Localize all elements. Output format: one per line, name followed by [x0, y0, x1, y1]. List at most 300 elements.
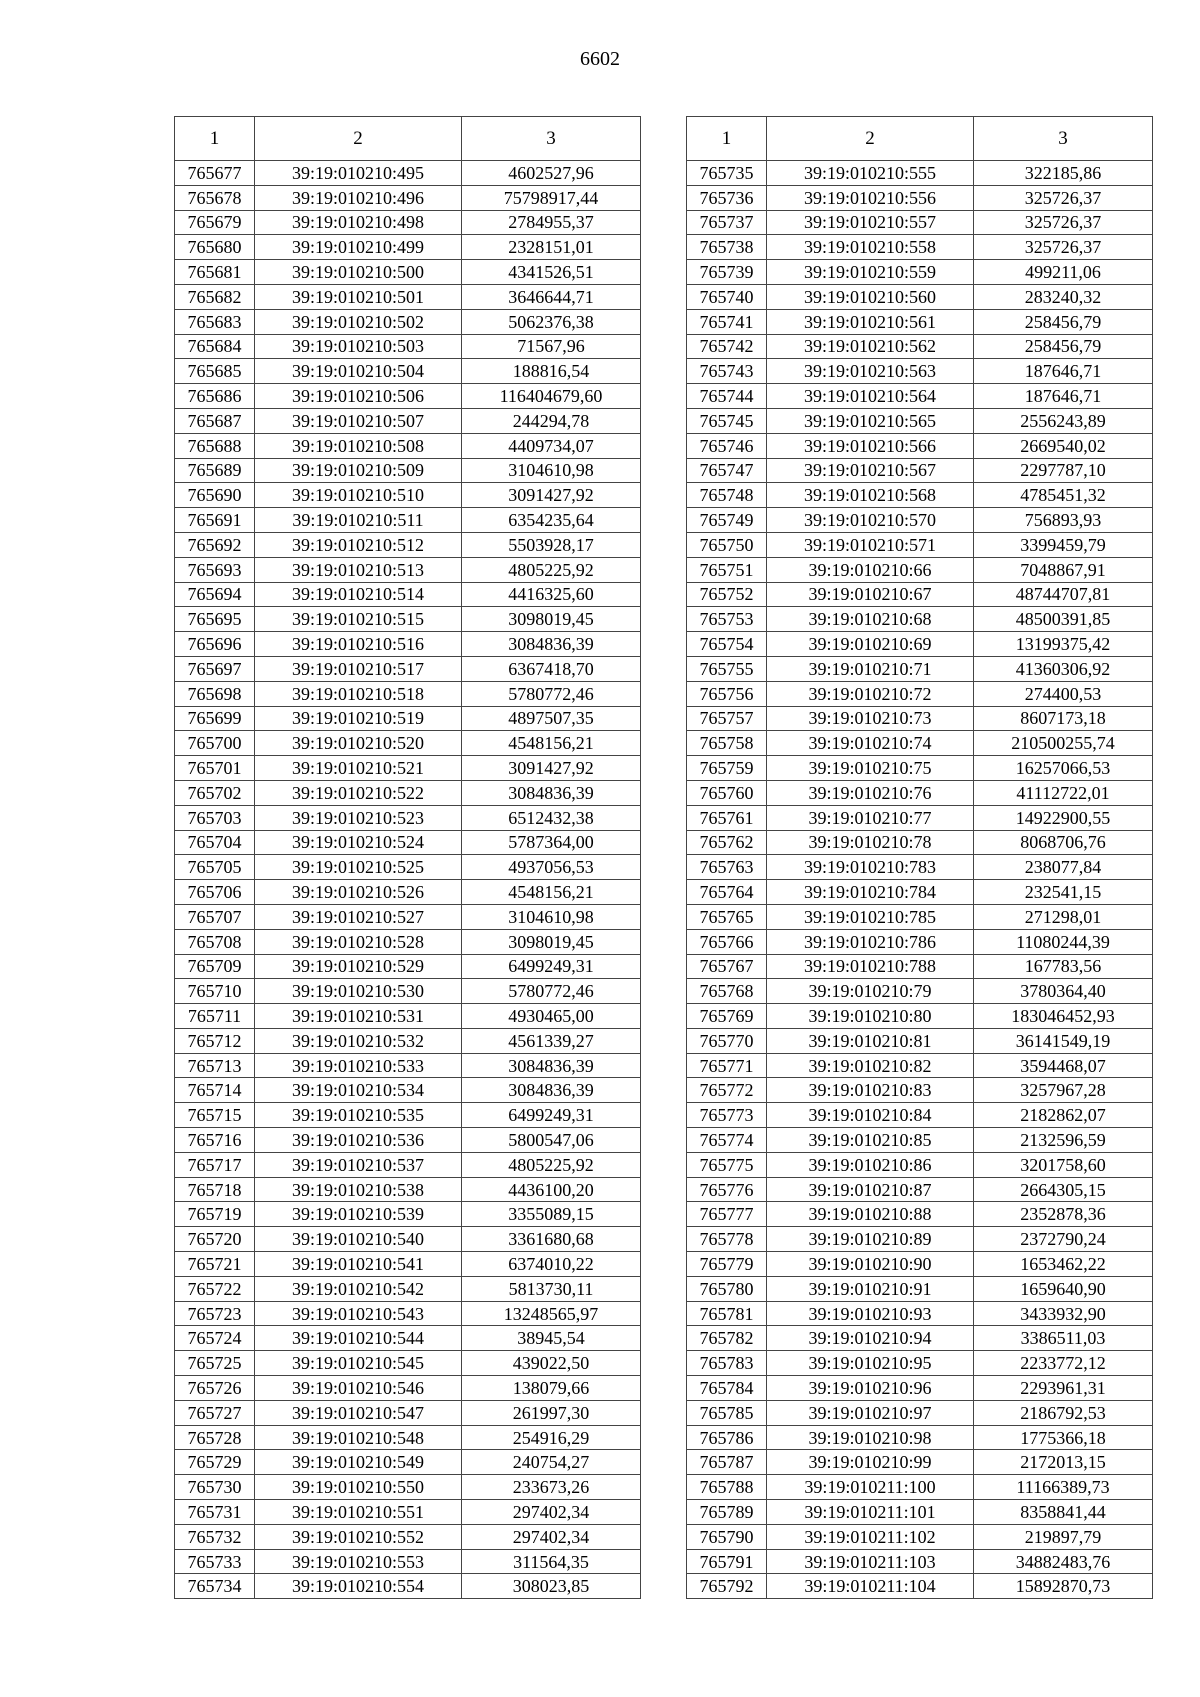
cell-value: 5503928,17	[462, 532, 641, 557]
cell-row-number: 765777	[687, 1202, 767, 1227]
cell-cadastral-number: 39:19:010210:96	[767, 1376, 974, 1401]
cell-value: 3084836,39	[462, 1078, 641, 1103]
cell-cadastral-number: 39:19:010210:522	[255, 780, 462, 805]
cell-row-number: 765772	[687, 1078, 767, 1103]
cell-cadastral-number: 39:19:010210:97	[767, 1400, 974, 1425]
table-row	[687, 1078, 1153, 1103]
cell-value: 13248565,97	[462, 1301, 641, 1326]
cell-row-number: 765782	[687, 1326, 767, 1351]
cell-value: 4341526,51	[462, 260, 641, 285]
cell-cadastral-number: 39:19:010210:74	[767, 731, 974, 756]
cell-cadastral-number: 39:19:010210:525	[255, 855, 462, 880]
cell-cadastral-number: 39:19:010210:543	[255, 1301, 462, 1326]
cell-cadastral-number: 39:19:010210:555	[767, 161, 974, 186]
cell-cadastral-number: 39:19:010210:546	[255, 1376, 462, 1401]
cell-cadastral-number: 39:19:010210:67	[767, 582, 974, 607]
table-row	[175, 309, 641, 334]
cell-row-number: 765763	[687, 855, 767, 880]
cell-value: 258456,79	[974, 309, 1153, 334]
cell-value: 4548156,21	[462, 880, 641, 905]
cell-cadastral-number: 39:19:010210:537	[255, 1152, 462, 1177]
cell-value: 3091427,92	[462, 483, 641, 508]
cell-value: 4436100,20	[462, 1177, 641, 1202]
table-row	[175, 1376, 641, 1401]
cell-cadastral-number: 39:19:010210:515	[255, 607, 462, 632]
cell-row-number: 765769	[687, 1004, 767, 1029]
cell-row-number: 765751	[687, 557, 767, 582]
cell-cadastral-number: 39:19:010210:507	[255, 408, 462, 433]
cell-value: 1653462,22	[974, 1252, 1153, 1277]
cell-row-number: 765717	[175, 1152, 255, 1177]
cell-cadastral-number: 39:19:010210:502	[255, 309, 462, 334]
cell-value: 3257967,28	[974, 1078, 1153, 1103]
table-row	[175, 1252, 641, 1277]
table-row	[175, 210, 641, 235]
cell-row-number: 765755	[687, 656, 767, 681]
cell-value: 499211,06	[974, 260, 1153, 285]
cell-cadastral-number: 39:19:010210:510	[255, 483, 462, 508]
cell-row-number: 765785	[687, 1400, 767, 1425]
cell-value: 16257066,53	[974, 756, 1153, 781]
cell-value: 3104610,98	[462, 904, 641, 929]
cell-row-number: 765724	[175, 1326, 255, 1351]
table-row	[175, 855, 641, 880]
table-row	[175, 805, 641, 830]
cell-cadastral-number: 39:19:010210:526	[255, 880, 462, 905]
cell-cadastral-number: 39:19:010210:516	[255, 632, 462, 657]
cell-cadastral-number: 39:19:010210:533	[255, 1053, 462, 1078]
table-row	[687, 706, 1153, 731]
cell-cadastral-number: 39:19:010210:76	[767, 780, 974, 805]
cell-value: 8068706,76	[974, 830, 1153, 855]
cell-value: 3433932,90	[974, 1301, 1153, 1326]
table-row	[175, 1177, 641, 1202]
cell-row-number: 765770	[687, 1028, 767, 1053]
cell-cadastral-number: 39:19:010210:98	[767, 1425, 974, 1450]
table-row	[175, 185, 641, 210]
table-row	[687, 756, 1153, 781]
cell-row-number: 765780	[687, 1276, 767, 1301]
cell-cadastral-number: 39:19:010210:518	[255, 681, 462, 706]
cell-cadastral-number: 39:19:010210:565	[767, 408, 974, 433]
table-row	[687, 830, 1153, 855]
cell-value: 75798917,44	[462, 185, 641, 210]
cell-value: 271298,01	[974, 904, 1153, 929]
header-col-2: 2	[767, 117, 974, 161]
cell-cadastral-number: 39:19:010210:88	[767, 1202, 974, 1227]
cell-cadastral-number: 39:19:010210:524	[255, 830, 462, 855]
cell-row-number: 765791	[687, 1549, 767, 1574]
cell-row-number: 765758	[687, 731, 767, 756]
cell-value: 254916,29	[462, 1425, 641, 1450]
cell-value: 2297787,10	[974, 458, 1153, 483]
table-row	[175, 880, 641, 905]
cell-row-number: 765787	[687, 1450, 767, 1475]
table-row	[687, 1252, 1153, 1277]
table-row	[687, 1202, 1153, 1227]
cell-cadastral-number: 39:19:010210:532	[255, 1028, 462, 1053]
cell-value: 274400,53	[974, 681, 1153, 706]
cell-value: 11166389,73	[974, 1475, 1153, 1500]
table-row	[687, 334, 1153, 359]
cell-row-number: 765729	[175, 1450, 255, 1475]
table-row	[175, 904, 641, 929]
right-table-header	[687, 117, 1153, 161]
cell-cadastral-number: 39:19:010210:495	[255, 161, 462, 186]
cell-row-number: 765747	[687, 458, 767, 483]
cell-row-number: 765688	[175, 433, 255, 458]
cell-row-number: 765677	[175, 161, 255, 186]
cell-value: 2172013,15	[974, 1450, 1153, 1475]
cell-row-number: 765726	[175, 1376, 255, 1401]
cell-cadastral-number: 39:19:010210:541	[255, 1252, 462, 1277]
cell-value: 2132596,59	[974, 1128, 1153, 1153]
cell-row-number: 765697	[175, 656, 255, 681]
cell-value: 138079,66	[462, 1376, 641, 1401]
cell-row-number: 765761	[687, 805, 767, 830]
cell-row-number: 765753	[687, 607, 767, 632]
cell-cadastral-number: 39:19:010210:523	[255, 805, 462, 830]
table-row	[175, 408, 641, 433]
table-row	[687, 855, 1153, 880]
table-row	[175, 161, 641, 186]
cell-row-number: 765723	[175, 1301, 255, 1326]
table-row	[175, 681, 641, 706]
cell-cadastral-number: 39:19:010210:551	[255, 1500, 462, 1525]
cell-cadastral-number: 39:19:010210:536	[255, 1128, 462, 1153]
table-row	[175, 1152, 641, 1177]
table-row	[687, 1152, 1153, 1177]
table-row	[175, 433, 641, 458]
table-row	[687, 929, 1153, 954]
table-row	[687, 1524, 1153, 1549]
table-row	[175, 1326, 641, 1351]
cell-row-number: 765727	[175, 1400, 255, 1425]
cell-row-number: 765745	[687, 408, 767, 433]
table-row	[687, 210, 1153, 235]
table-row	[175, 1004, 641, 1029]
cell-row-number: 765721	[175, 1252, 255, 1277]
cell-cadastral-number: 39:19:010211:100	[767, 1475, 974, 1500]
cell-row-number: 765725	[175, 1351, 255, 1376]
cell-value: 2182862,07	[974, 1103, 1153, 1128]
cell-cadastral-number: 39:19:010210:78	[767, 830, 974, 855]
table-row	[687, 607, 1153, 632]
cell-cadastral-number: 39:19:010210:531	[255, 1004, 462, 1029]
table-row	[687, 508, 1153, 533]
cell-value: 5062376,38	[462, 309, 641, 334]
table-row	[687, 1326, 1153, 1351]
cell-cadastral-number: 39:19:010211:104	[767, 1574, 974, 1599]
cell-value: 2669540,02	[974, 433, 1153, 458]
table-row	[175, 260, 641, 285]
table-row	[687, 1301, 1153, 1326]
cell-row-number: 765731	[175, 1500, 255, 1525]
cell-value: 2556243,89	[974, 408, 1153, 433]
table-row	[175, 607, 641, 632]
cell-value: 4805225,92	[462, 557, 641, 582]
cell-cadastral-number: 39:19:010210:528	[255, 929, 462, 954]
table-row	[687, 1574, 1153, 1599]
table-row	[175, 1475, 641, 1500]
cell-value: 5813730,11	[462, 1276, 641, 1301]
cell-row-number: 765678	[175, 185, 255, 210]
table-row	[687, 1400, 1153, 1425]
cell-cadastral-number: 39:19:010210:511	[255, 508, 462, 533]
cell-cadastral-number: 39:19:010210:514	[255, 582, 462, 607]
table-row	[175, 1500, 641, 1525]
cell-row-number: 765728	[175, 1425, 255, 1450]
cell-cadastral-number: 39:19:010210:80	[767, 1004, 974, 1029]
cell-value: 6367418,70	[462, 656, 641, 681]
cell-row-number: 765695	[175, 607, 255, 632]
cell-row-number: 765700	[175, 731, 255, 756]
cell-cadastral-number: 39:19:010210:90	[767, 1252, 974, 1277]
cell-row-number: 765738	[687, 235, 767, 260]
cell-row-number: 765716	[175, 1128, 255, 1153]
cell-cadastral-number: 39:19:010210:567	[767, 458, 974, 483]
cell-row-number: 765743	[687, 359, 767, 384]
cell-value: 7048867,91	[974, 557, 1153, 582]
cell-value: 325726,37	[974, 235, 1153, 260]
table-row	[687, 1475, 1153, 1500]
cell-cadastral-number: 39:19:010210:784	[767, 880, 974, 905]
cell-cadastral-number: 39:19:010210:72	[767, 681, 974, 706]
cell-row-number: 765784	[687, 1376, 767, 1401]
table-row	[687, 805, 1153, 830]
cell-row-number: 765736	[687, 185, 767, 210]
cell-cadastral-number: 39:19:010210:69	[767, 632, 974, 657]
table-row	[687, 1450, 1153, 1475]
table-row	[687, 582, 1153, 607]
page-number: 6602	[580, 48, 620, 70]
cell-cadastral-number: 39:19:010210:73	[767, 706, 974, 731]
cell-cadastral-number: 39:19:010210:560	[767, 284, 974, 309]
cell-cadastral-number: 39:19:010210:563	[767, 359, 974, 384]
cell-row-number: 765749	[687, 508, 767, 533]
table-row	[687, 483, 1153, 508]
cell-cadastral-number: 39:19:010210:81	[767, 1028, 974, 1053]
cell-value: 167783,56	[974, 954, 1153, 979]
cell-row-number: 765679	[175, 210, 255, 235]
table-row	[175, 1128, 641, 1153]
cell-cadastral-number: 39:19:010210:544	[255, 1326, 462, 1351]
table-row	[687, 1053, 1153, 1078]
table-row	[687, 384, 1153, 409]
cell-value: 3084836,39	[462, 1053, 641, 1078]
cell-cadastral-number: 39:19:010210:564	[767, 384, 974, 409]
table-row	[175, 557, 641, 582]
cell-row-number: 765690	[175, 483, 255, 508]
cell-value: 2293961,31	[974, 1376, 1153, 1401]
cell-value: 8358841,44	[974, 1500, 1153, 1525]
cell-value: 258456,79	[974, 334, 1153, 359]
table-row	[687, 1004, 1153, 1029]
cell-cadastral-number: 39:19:010210:550	[255, 1475, 462, 1500]
cell-value: 3104610,98	[462, 458, 641, 483]
header-col-3: 3	[462, 117, 641, 161]
cell-row-number: 765737	[687, 210, 767, 235]
cell-value: 6354235,64	[462, 508, 641, 533]
cell-value: 2233772,12	[974, 1351, 1153, 1376]
cell-row-number: 765702	[175, 780, 255, 805]
cell-row-number: 765760	[687, 780, 767, 805]
cell-value: 38945,54	[462, 1326, 641, 1351]
table-row	[175, 1574, 641, 1599]
cell-cadastral-number: 39:19:010211:101	[767, 1500, 974, 1525]
cell-row-number: 765739	[687, 260, 767, 285]
cell-row-number: 765750	[687, 532, 767, 557]
cell-value: 4548156,21	[462, 731, 641, 756]
cell-value: 4897507,35	[462, 706, 641, 731]
table-row	[687, 1103, 1153, 1128]
table-row	[687, 235, 1153, 260]
table-row	[687, 1276, 1153, 1301]
table-row	[175, 508, 641, 533]
cell-cadastral-number: 39:19:010210:75	[767, 756, 974, 781]
cell-row-number: 765776	[687, 1177, 767, 1202]
cell-cadastral-number: 39:19:010210:534	[255, 1078, 462, 1103]
cell-cadastral-number: 39:19:010210:554	[255, 1574, 462, 1599]
cell-row-number: 765733	[175, 1549, 255, 1574]
cell-row-number: 765773	[687, 1103, 767, 1128]
cell-cadastral-number: 39:19:010210:89	[767, 1227, 974, 1252]
cell-cadastral-number: 39:19:010210:91	[767, 1276, 974, 1301]
table-row	[175, 532, 641, 557]
cell-row-number: 765790	[687, 1524, 767, 1549]
cell-cadastral-number: 39:19:010210:539	[255, 1202, 462, 1227]
table-row	[687, 309, 1153, 334]
cell-row-number: 765766	[687, 929, 767, 954]
header-col-2: 2	[255, 117, 462, 161]
header-col-3: 3	[974, 117, 1153, 161]
cell-row-number: 765792	[687, 1574, 767, 1599]
table-row	[175, 929, 641, 954]
cell-cadastral-number: 39:19:010210:529	[255, 954, 462, 979]
table-row	[175, 1524, 641, 1549]
cell-row-number: 765689	[175, 458, 255, 483]
table-row	[687, 1351, 1153, 1376]
cell-value: 5780772,46	[462, 979, 641, 1004]
cell-value: 48500391,85	[974, 607, 1153, 632]
cell-cadastral-number: 39:19:010210:530	[255, 979, 462, 1004]
table-row	[175, 483, 641, 508]
cell-cadastral-number: 39:19:010210:538	[255, 1177, 462, 1202]
table-row	[175, 384, 641, 409]
cell-cadastral-number: 39:19:010210:498	[255, 210, 462, 235]
cell-row-number: 765722	[175, 1276, 255, 1301]
table-row	[687, 1028, 1153, 1053]
cell-cadastral-number: 39:19:010210:501	[255, 284, 462, 309]
right-table-body	[687, 161, 1153, 1599]
table-row	[175, 1202, 641, 1227]
cell-value: 4561339,27	[462, 1028, 641, 1053]
cell-cadastral-number: 39:19:010210:84	[767, 1103, 974, 1128]
cell-value: 4937056,53	[462, 855, 641, 880]
cell-value: 297402,34	[462, 1500, 641, 1525]
cell-row-number: 765788	[687, 1475, 767, 1500]
cell-cadastral-number: 39:19:010210:500	[255, 260, 462, 285]
cell-value: 4409734,07	[462, 433, 641, 458]
left-table-body	[175, 161, 641, 1599]
cell-value: 2784955,37	[462, 210, 641, 235]
cell-cadastral-number: 39:19:010210:548	[255, 1425, 462, 1450]
table-row	[175, 1450, 641, 1475]
cell-row-number: 765718	[175, 1177, 255, 1202]
table-row	[687, 954, 1153, 979]
table-row	[687, 557, 1153, 582]
table-row	[687, 185, 1153, 210]
cell-cadastral-number: 39:19:010210:95	[767, 1351, 974, 1376]
table-row	[175, 780, 641, 805]
cell-value: 3399459,79	[974, 532, 1153, 557]
table-row	[687, 260, 1153, 285]
table-row	[175, 731, 641, 756]
cell-row-number: 765701	[175, 756, 255, 781]
cell-row-number: 765692	[175, 532, 255, 557]
table-row	[687, 904, 1153, 929]
cell-cadastral-number: 39:19:010210:79	[767, 979, 974, 1004]
cell-value: 325726,37	[974, 185, 1153, 210]
table-row	[687, 161, 1153, 186]
cell-value: 439022,50	[462, 1351, 641, 1376]
cell-value: 6499249,31	[462, 1103, 641, 1128]
table-row	[687, 731, 1153, 756]
cell-row-number: 765709	[175, 954, 255, 979]
cell-value: 5787364,00	[462, 830, 641, 855]
cell-row-number: 765754	[687, 632, 767, 657]
cell-value: 325726,37	[974, 210, 1153, 235]
cell-row-number: 765730	[175, 1475, 255, 1500]
cell-row-number: 765703	[175, 805, 255, 830]
table-row	[687, 656, 1153, 681]
cell-value: 4602527,96	[462, 161, 641, 186]
table-row	[175, 1276, 641, 1301]
cell-value: 297402,34	[462, 1524, 641, 1549]
cell-value: 3084836,39	[462, 780, 641, 805]
cell-value: 4805225,92	[462, 1152, 641, 1177]
cell-row-number: 765786	[687, 1425, 767, 1450]
cell-value: 5780772,46	[462, 681, 641, 706]
cell-cadastral-number: 39:19:010210:503	[255, 334, 462, 359]
cell-value: 4930465,00	[462, 1004, 641, 1029]
cell-row-number: 765707	[175, 904, 255, 929]
cell-cadastral-number: 39:19:010210:87	[767, 1177, 974, 1202]
cell-row-number: 765711	[175, 1004, 255, 1029]
cell-cadastral-number: 39:19:010210:553	[255, 1549, 462, 1574]
cell-cadastral-number: 39:19:010210:540	[255, 1227, 462, 1252]
header-col-1: 1	[175, 117, 255, 161]
cell-value: 3091427,92	[462, 756, 641, 781]
cell-cadastral-number: 39:19:010210:99	[767, 1450, 974, 1475]
cell-row-number: 765742	[687, 334, 767, 359]
cell-row-number: 765734	[175, 1574, 255, 1599]
cell-row-number: 765681	[175, 260, 255, 285]
cell-cadastral-number: 39:19:010210:559	[767, 260, 974, 285]
cell-row-number: 765779	[687, 1252, 767, 1277]
table-row	[175, 1400, 641, 1425]
cell-value: 3355089,15	[462, 1202, 641, 1227]
table-row	[687, 433, 1153, 458]
cell-cadastral-number: 39:19:010210:93	[767, 1301, 974, 1326]
table-row	[175, 1351, 641, 1376]
table-row	[175, 1103, 641, 1128]
cell-row-number: 765696	[175, 632, 255, 657]
cell-cadastral-number: 39:19:010210:499	[255, 235, 462, 260]
cell-row-number: 765757	[687, 706, 767, 731]
cell-value: 2352878,36	[974, 1202, 1153, 1227]
cell-row-number: 765706	[175, 880, 255, 905]
